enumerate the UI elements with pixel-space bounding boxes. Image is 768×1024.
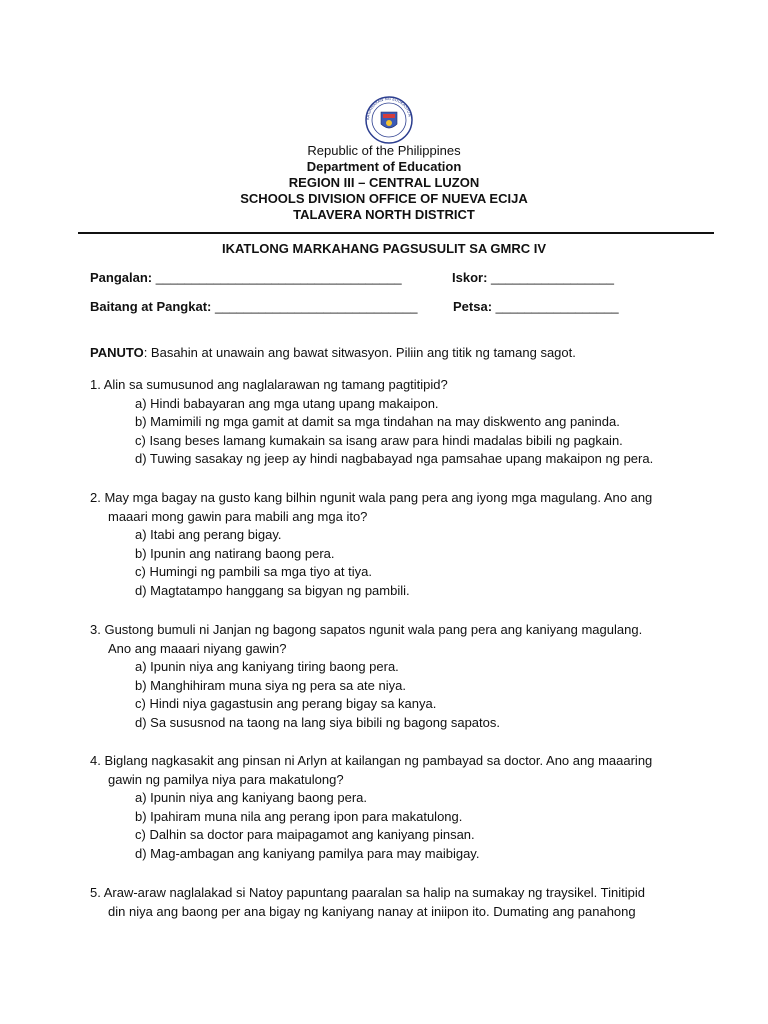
question-3 bbox=[90, 621, 700, 732]
question-stem-continued: din niya ang baong per ana bigay ng kaniyang nanay at iniipon ito. Dumating ang panahong bbox=[108, 903, 636, 919]
name-blank[interactable]: __________________________________ bbox=[155, 270, 402, 285]
choice-a[interactable]: a) Ipunin niya ang kaniyang baong pera. bbox=[135, 790, 368, 805]
name-field[interactable] bbox=[90, 270, 402, 285]
choice-b[interactable]: b) Ipahiram muna nila ang perang ipon para makatulong. bbox=[135, 808, 463, 824]
question-stem: 2. May mga bagay na gusto kang bilhin ngunit wala pang pera ang iyong mga magulang. Ano ang bbox=[90, 490, 653, 505]
choice-c[interactable]: c) Hindi niya gagastusin ang perang bigay sa kanya. bbox=[135, 696, 437, 711]
question-stem: 1. Alin sa sumusunod ang naglalarawan ng tamang pagtitipid? bbox=[90, 377, 448, 392]
question-stem-continued: Ano ang maaari niyang gawin? bbox=[108, 640, 287, 656]
header-region: REGION III – CENTRAL LUZON bbox=[288, 175, 480, 190]
question-stem: 5. Araw-araw naglalakad si Natoy papuntang paaralan sa halip na sumakay ng traysikel. Tinitipid bbox=[90, 885, 645, 900]
exam-title: IKATLONG MARKAHANG PAGSUSULIT SA GMRC IV bbox=[221, 241, 547, 256]
header-divider bbox=[78, 232, 714, 234]
choice-c[interactable]: c) Dalhin sa doctor para maipagamot ang kaniyang pinsan. bbox=[135, 827, 475, 842]
grade-section-label: Baitang at Pangkat: bbox=[90, 299, 212, 314]
choice-c[interactable]: c) Isang beses lamang kumakain sa isang araw para hindi madalas bibili ng pagkain. bbox=[135, 432, 623, 448]
question-5 bbox=[90, 884, 700, 921]
choice-b[interactable]: b) Manghihiram muna siya ng pera sa ate niya. bbox=[135, 677, 406, 693]
choice-a[interactable]: a) Itabi ang perang bigay. bbox=[135, 527, 282, 542]
choice-a[interactable]: a) Ipunin niya ang kaniyang tiring baong pera. bbox=[135, 659, 399, 674]
score-blank[interactable]: _________________ bbox=[491, 270, 614, 285]
header-republic: Republic of the Philippines bbox=[307, 143, 461, 158]
header-department: Department of Education bbox=[306, 159, 462, 174]
header-division: SCHOOLS DIVISION OFFICE OF NUEVA ECIJA bbox=[240, 191, 528, 206]
deped-seal-icon bbox=[365, 96, 413, 144]
score-field[interactable] bbox=[452, 270, 614, 285]
choice-c[interactable]: c) Humingi ng pambili sa mga tiyo at tiya. bbox=[135, 564, 372, 579]
choice-b[interactable]: b) Mamimili ng mga gamit at damit sa mga tindahan na may diskwento ang paninda. bbox=[135, 414, 620, 429]
instructions bbox=[90, 345, 576, 360]
date-label: Petsa: bbox=[453, 299, 493, 314]
question-stem-continued: maaari mong gawin para mabili ang mga ito? bbox=[108, 508, 368, 524]
date-blank[interactable]: _________________ bbox=[495, 299, 619, 314]
choice-d[interactable]: d) Tuwing sasakay ng jeep ay hindi nagbabayad nga pamsahae upang makaipon ng pera. bbox=[135, 451, 654, 466]
grade-section-blank[interactable]: ____________________________ bbox=[214, 299, 418, 314]
svg-text:KAGAWARAN NG EDUKASYON: KAGAWARAN NG EDUKASYON bbox=[365, 96, 413, 121]
instructions-text: : Basahin at unawain ang bawat sitwasyon. Piliin ang titik ng tamang sagot. bbox=[143, 345, 576, 360]
question-stem: 3. Gustong bumuli ni Janjan ng bagong sapatos ngunit wala pang pera ang kaniyang magulang. bbox=[90, 622, 643, 637]
question-2 bbox=[90, 489, 700, 600]
question-stem: 4. Biglang nagkasakit ang pinsan ni Arlyn at kailangan ng pambayad sa doctor. Ano ang maaaring bbox=[90, 753, 653, 768]
score-label: Iskor: bbox=[452, 270, 488, 285]
question-4 bbox=[90, 752, 700, 863]
choice-d[interactable]: d) Magtatampo hanggang sa bigyan ng pambili. bbox=[135, 582, 410, 598]
date-field[interactable] bbox=[453, 299, 619, 314]
header-district: TALAVERA NORTH DISTRICT bbox=[293, 207, 475, 222]
grade-section-field[interactable] bbox=[90, 299, 417, 314]
choice-d[interactable]: d) Sa sususnod na taong na lang siya bibili ng bagong sapatos. bbox=[135, 714, 500, 730]
choice-d[interactable]: d) Mag-ambagan ang kaniyang pamilya para may maibigay. bbox=[135, 845, 480, 861]
question-1 bbox=[90, 376, 700, 469]
instructions-label: PANUTO bbox=[90, 345, 144, 360]
choice-b[interactable]: b) Ipunin ang natirang baong pera. bbox=[135, 545, 335, 561]
name-label: Pangalan: bbox=[90, 270, 153, 285]
question-stem-continued: gawin ng pamilya niya para makatulong? bbox=[108, 771, 344, 787]
choice-a[interactable]: a) Hindi babayaran ang mga utang upang makaipon. bbox=[135, 395, 439, 411]
